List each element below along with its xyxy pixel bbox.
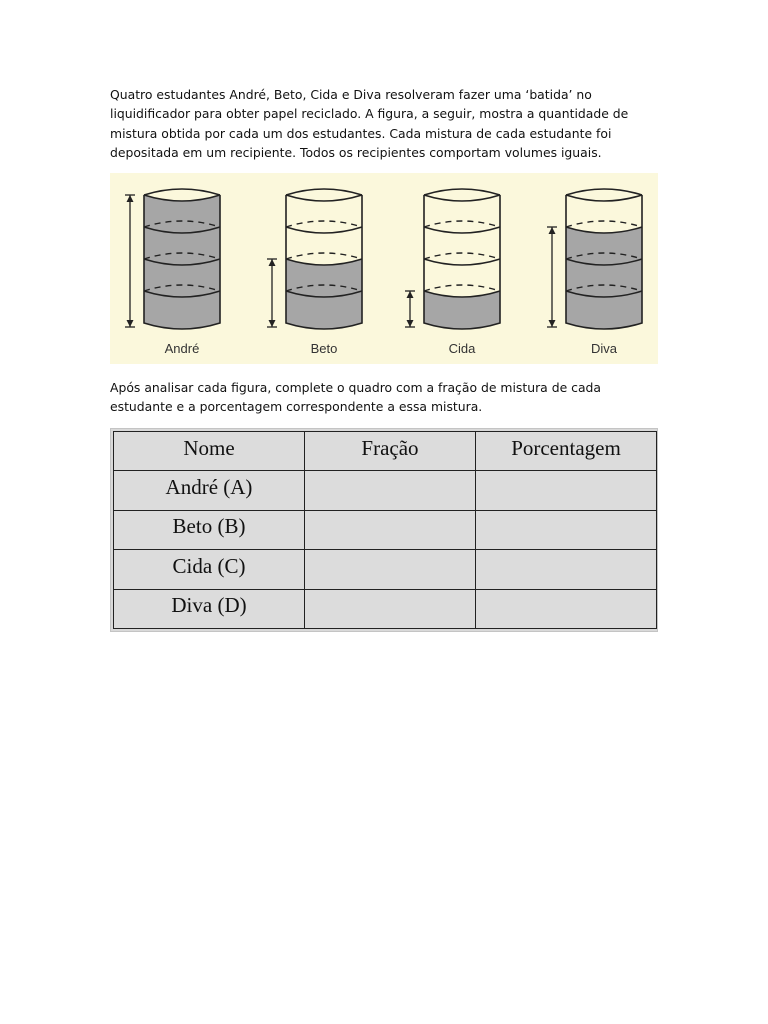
cell-fraction[interactable]	[305, 589, 476, 628]
table-row	[114, 471, 657, 510]
container-label: André	[164, 341, 200, 356]
arrow-head-up	[407, 291, 414, 298]
cell-percentage[interactable]	[476, 471, 657, 510]
cell-fraction[interactable]	[305, 510, 476, 549]
section-line-back	[424, 221, 500, 227]
section-line-back	[424, 253, 500, 259]
arrow-head-down	[269, 320, 276, 327]
container-rim	[424, 195, 500, 201]
answer-table-frame	[110, 428, 658, 632]
cell-fraction[interactable]	[305, 471, 476, 510]
cell-fraction[interactable]	[305, 550, 476, 589]
arrow-head-up	[127, 195, 134, 202]
arrow-head-down	[549, 320, 556, 327]
header-fraction: Fração	[305, 432, 476, 471]
answer-table	[113, 431, 657, 629]
container-rim-back	[144, 189, 220, 195]
container-rim	[286, 195, 362, 201]
container-label: Beto	[310, 341, 338, 356]
container-rim-back	[566, 189, 642, 195]
section-line-back	[566, 221, 642, 227]
header-name: Nome	[114, 432, 305, 471]
containers-illustration	[110, 173, 658, 364]
arrow-head-down	[407, 320, 414, 327]
section-line-back	[286, 253, 362, 259]
cell-percentage[interactable]	[476, 550, 657, 589]
cell-name: Beto (B)	[114, 510, 305, 549]
instruction-paragraph: Após analisar cada figura, complete o quadro com a fração de mistura de cada estudante e a porcentagem correspondente a essa mistura.	[110, 380, 601, 415]
arrow-head-up	[269, 259, 276, 266]
cell-name: Cida (C)	[114, 550, 305, 589]
intro-paragraph: Quatro estudantes André, Beto, Cida e Diva resolveram fazer uma ‘batida’ no liquidificador para obter papel reciclado. A figura, a seguir, mostra a quantidade de mistura obtida por cada um dos estudantes. Cada mistura de cada estudante foi depositada em um recipiente. Todos os recipientes comportam volumes iguais.	[110, 87, 629, 161]
table-header-row	[114, 432, 657, 471]
section-line-front	[424, 227, 500, 233]
cell-name: Diva (D)	[114, 589, 305, 628]
arrow-head-up	[549, 227, 556, 234]
header-percentage: Porcentagem	[476, 432, 657, 471]
table-row	[114, 510, 657, 549]
container-rim	[566, 195, 642, 201]
arrow-head-down	[127, 320, 134, 327]
cell-name: André (A)	[114, 471, 305, 510]
table-row	[114, 589, 657, 628]
section-line-front	[424, 259, 500, 265]
section-line-back	[286, 221, 362, 227]
table-row	[114, 550, 657, 589]
container-rim-back	[424, 189, 500, 195]
section-line-back	[424, 285, 500, 291]
cell-percentage[interactable]	[476, 589, 657, 628]
containers-figure	[110, 173, 658, 364]
container-label: Diva	[590, 341, 618, 356]
section-line-front	[286, 227, 362, 233]
mixture-fill	[566, 227, 642, 329]
container-rim-back	[286, 189, 362, 195]
cell-percentage[interactable]	[476, 510, 657, 549]
container-label: Cida	[448, 341, 476, 356]
